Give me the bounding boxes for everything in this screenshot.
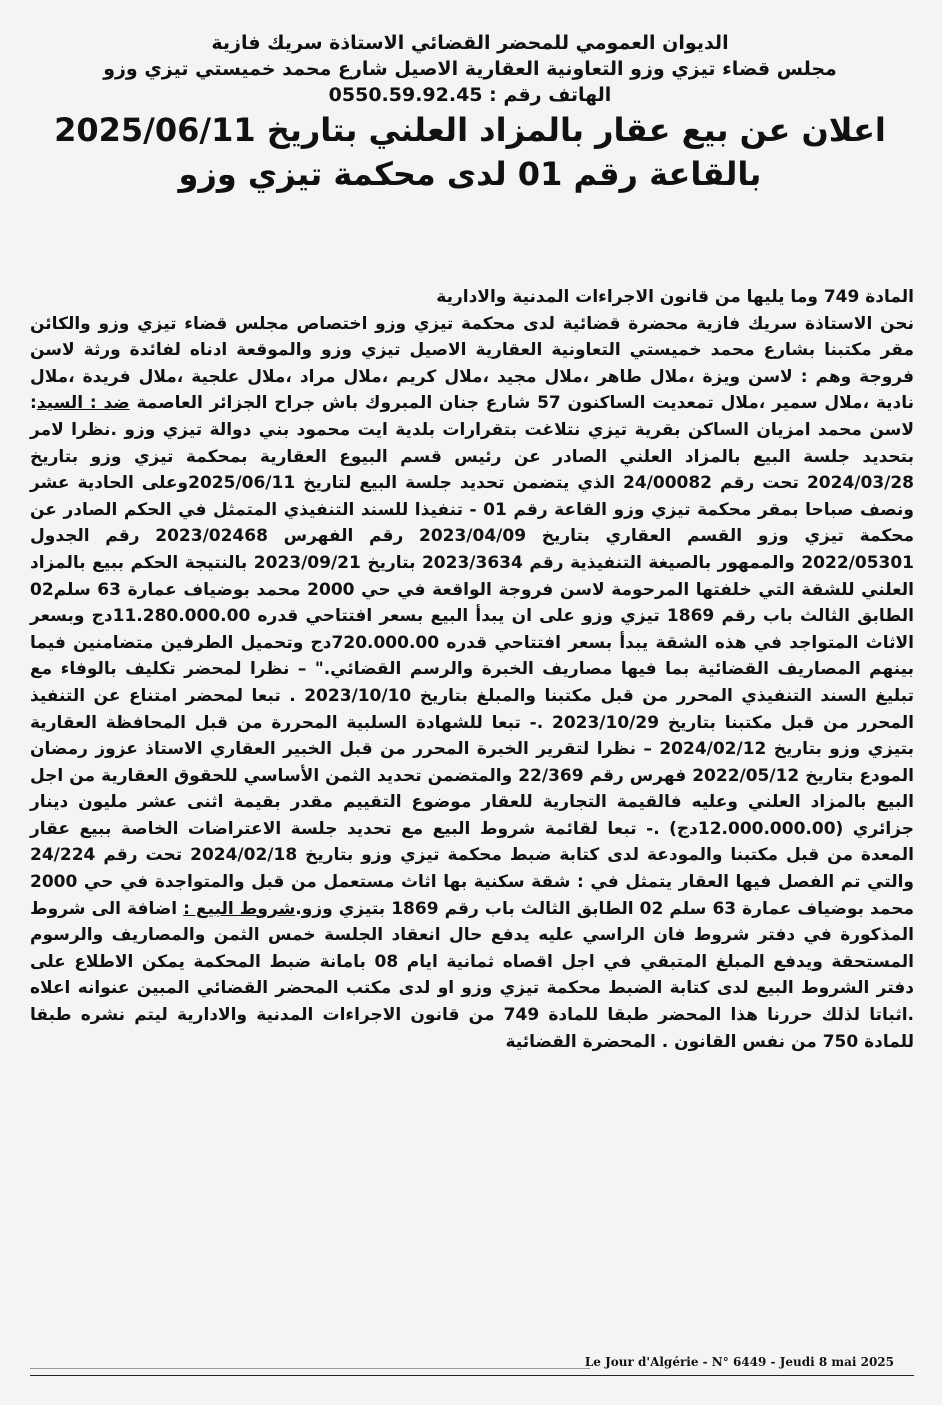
office-name: الديوان العمومي للمحضر القضائي الاستاذة سريك فازية xyxy=(211,32,729,54)
office-address: مجلس قضاء تيزي وزو التعاونية العقارية الاصيل شارع محمد خميستي تيزي وزو xyxy=(103,58,837,80)
sale-conditions-label: شروط البيع : xyxy=(183,898,296,919)
notice-paragraph xyxy=(30,311,914,1056)
notice-subtitle: بالقاعة رقم 01 لدى محكمة تيزي وزو xyxy=(178,155,762,193)
notice-details: : لاسن محمد امزيان الساكن بقرية تيزي نتلاغت بتقرارات بلدية ايت محمود بني دوالة تيزي وزو .نظرا لامر بتحديد جلسة البيع بالمزاد العلني الصادر عن رئيس قسم البيوع العقارية بمحكمة تيزي وزو بتاريخ 2024/03/28 تحت رقم 24/00082 الذي يتضمن تحديد جلسة البيع لتاريخ 2025/06/11وعلى الحادية عشر ونصف صباحا بمقر محكمة تيزي وزو القاعة رقم 01 - تنفيذا للسند التنفيذي المتمثل في الحكم الصادر عن محكمة تيزي وزو القسم العقاري بتاريخ 2023/04/09 رقم الفهرس 2023/02468 رقم الجدول 2022/05301 والممهور بالصيغة التنفيذية رقم 2023/3634 بتاريخ 2023/09/21 بالنتيجة الحكم ببيع بالمزاد العلني للشقة التي خلفتها المرحومة لاسن فروجة الواقعة في حي 2000 محمد بوضياف عمارة 63 سلم02 الطابق الثالث باب رقم 1869 تيزي وزو على ان يبدأ البيع بسعر افتتاحي قدره 11.280.000.00دج وبسعر الاثاث المتواجد في هذه الشقة يبدأ بسعر افتتاحي قدره 720.000.00دج وتحميل الطرفين متضامنين فيما بينهم المصاريف القضائية بما فيها مصاريف الخبرة والرسم القضائي." – نظرا لمحضر تكليف بالوفاء مع تبليغ السند التنفيذي المحرر من قبل مكتبنا والمبلغ بتاريخ 2023/10/10 . تبعا لمحضر امتناع عن التنفيذ المحرر من قبل مكتبنا بتاريخ 2023/10/29 .- تبعا للشهادة السلبية المحررة من قبل المحافظة العقارية بتيزي وزو بتاريخ 2024/02/12 – نظرا لتقرير الخبرة المحرر من قبل الخبير العقاري الاستاذ عزوز رمضان المودع بتاريخ 2022/05/12 فهرس رقم 22/369 والمتضمن تحديد الثمن الأساسي للحقوق العقارية من اجل البيع بالمزاد العلني وعليه فالقيمة التجارية للعقار موضوع التقييم مقدر بقيمة اثنى عشر مليون دينار جزائري (12.000.000.00دج) .- تبعا لقائمة شروط البيع مع تحديد جلسة الاعتراضات الخاصة ببيع عقار المعدة من قبل مكتبنا والمودعة لدى كتابة ضبط محكمة تيزي وزو بتاريخ 2024/02/18 تحت رقم 24/224 والتي تم الفصل فيها العقار يتمثل في : شقة سكنية بها اثاث مستعمل من قبل والمتواجدة في حي 2000 محمد بوضياف عمارة 63 سلم 02 الطابق الثالث باب رقم 1869 بتيزي وزو. xyxy=(30,393,915,919)
notice-body xyxy=(30,284,914,1055)
office-phone: الهاتف رقم : 0550.59.92.45 xyxy=(328,84,612,106)
legal-article-reference: المادة 749 وما يليها من قانون الاجراءات المدنية والادارية xyxy=(436,287,914,307)
footer-divider xyxy=(30,1375,914,1376)
notice-title: اعلان عن بيع عقار بالمزاد العلني بتاريخ 2025/06/11 xyxy=(54,111,886,149)
against-label: ضد : السيد xyxy=(36,393,130,414)
notice-header xyxy=(30,30,910,196)
newspaper-footer: Le Jour d'Algérie - N° 6449 - Jeudi 8 mai 2025 xyxy=(584,1355,894,1369)
footer-divider-light xyxy=(30,1368,590,1369)
bailiff-statement: نحن الاستاذة سريك فازية محضرة قضائية لدى محكمة تيزي وزو اختصاص مجلس قضاء تيزي وزو والكائن مقر مكتبنا بشارع محمد خميستي التعاونية العقارية الاصيل تيزي وزو والموقعة ادناه لفائدة ورثة لاسن فروجة وهم : لاسن ويزة ،ملال طاهر ،ملال مجيد ،ملال كريم ،ملال مراد ،ملال علجية ،ملال فريدة ،ملال نادية ،ملال سمير ،ملال تمعديت الساكنون 57 شارع جنان المبروك باش جراح الجزائر العاصمة xyxy=(30,313,915,414)
sale-conditions-text: اضافة الى شروط المذكورة في دفتر شروط فان الراسي عليه يدفع حال انعقاد الجلسة خمس الثمن والمصاريف والرسوم المستحقة ويدفع المبلغ المتبقي في اجل اقصاه ثمانية ايام 08 بامانة ضبط المحكمة يمكن الاطلاع على دفتر الشروط البيع لدى كتابة الضبط محكمة تيزي وزو او لدى مكتب المحضر القضائي المبين عنوانه اعلاه .اثباتا لذلك حررنا هذا المحضر طبقا للمادة 749 من قانون الاجراءات المدنية والادارية ليتم نشره طبقا للمادة 750 من نفس القانون . المحضرة القضائية xyxy=(30,898,915,1052)
